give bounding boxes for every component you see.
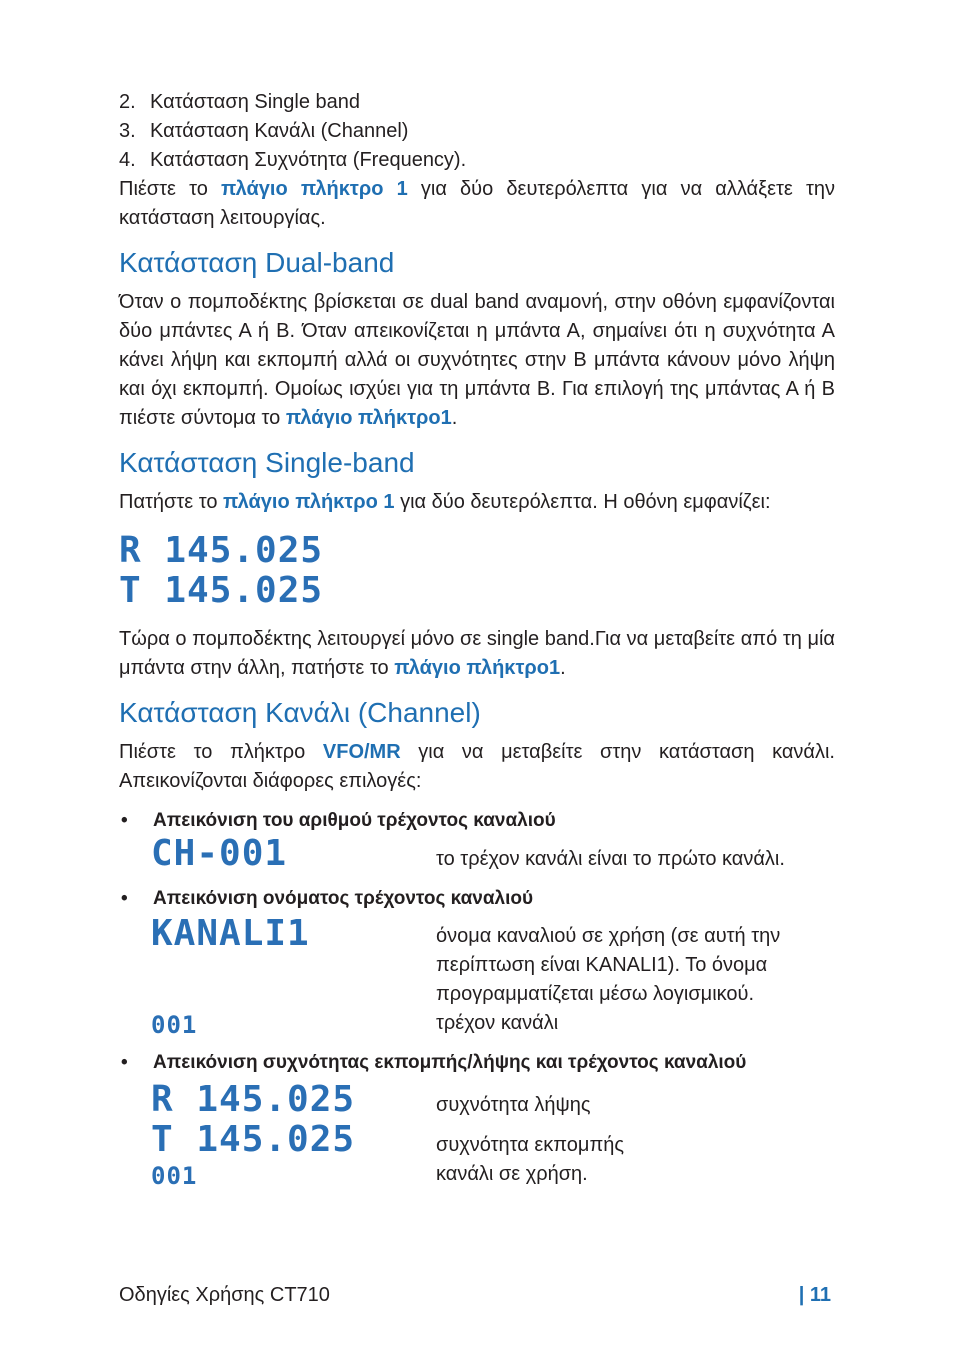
bullet-channel-name: • Απεικόνιση ονόματος τρέχοντος καναλιού: [121, 888, 534, 909]
single-band-heading: Κατάσταση Single-band: [119, 447, 415, 478]
dual-band-heading: Κατάσταση Dual-band: [119, 247, 395, 278]
lcd-transmit-frequency: T 145.025: [119, 570, 324, 611]
lcd-row-channel-in-use: [119, 1160, 835, 1189]
channel-mode-paragraph: Πιέστε το πλήκτρο VFO/MR για να μεταβείτε στην κατάσταση κανάλι. Απεικονίζονται διάφορες επιλογές:: [119, 741, 835, 792]
side-key-1-keyword: πλάγιο πλήκτρο1: [285, 407, 452, 429]
list-item: 2. Κατάσταση Single band: [119, 91, 361, 113]
lcd-description: κανάλι σε χρήση.: [436, 1163, 588, 1185]
mode-list: [119, 88, 835, 175]
side-key-1-keyword: πλάγιο πλήκτρο 1: [223, 491, 395, 513]
lcd-description: το τρέχον κανάλι είναι το πρώτο κανάλι.: [436, 848, 785, 870]
lcd-description: συχνότητα λήψης: [436, 1094, 591, 1116]
bullet-channel-number: • Απεικόνιση του αριθμού τρέχοντος καναλιού: [121, 810, 556, 831]
list-item: 4. Κατάσταση Συχνότητα (Frequency).: [119, 149, 467, 171]
side-key-1-keyword: πλάγιο πλήκτρο 1: [221, 178, 408, 200]
lcd-current-channel: 001: [151, 1011, 198, 1039]
lcd-row-channel-number: [119, 834, 835, 874]
lcd-channel-name: KANALI1: [151, 913, 310, 954]
footer-title: Οδηγίες Χρήσης CT710: [119, 1284, 330, 1306]
lcd-description: συχνότητα εκπομπής: [436, 1134, 625, 1156]
lcd-channel-number: CH-001: [151, 833, 288, 874]
page-number: | 11: [798, 1284, 831, 1306]
dual-band-paragraph: Όταν ο πομποδέκτης βρίσκεται σε dual band αναμονή, στην οθόνη εμφανίζονται δύο μπάντες Α ή Β. Όταν απεικονίζεται η μπάντα Α, σημαίνει ότι η συχνότητα Α κάνει λήψη και εκπομπή αλλά οι συχνότητες στην Β μπάντα κάνουν μόνο λήψη και όχι εκπομπή. Ομοίως ισχύει για τη μπάντα Β. Για επιλογή της μπάντας Α ή Β πιέστε σύντομα το πλάγιο πλήκτρο1.: [119, 291, 835, 429]
list-item: 3. Κατάσταση Κανάλι (Channel): [119, 120, 409, 142]
lcd-display-single-band: [119, 531, 835, 611]
lcd-row-current-channel: [119, 1009, 835, 1038]
lcd-channel-in-use: 001: [151, 1162, 198, 1190]
channel-mode-heading: Κατάσταση Κανάλι (Channel): [119, 697, 481, 728]
lcd-row-channel-name: [119, 914, 835, 1009]
intro-paragraph: Πιέστε το πλάγιο πλήκτρο 1 για δύο δευτερόλεπτα για να αλλάξετε την κατάσταση λειτουργίας.: [119, 178, 835, 229]
lcd-receive-frequency: R 145.025: [151, 1079, 356, 1120]
single-band-paragraph-2: Τώρα ο πομποδέκτης λειτουργεί μόνο σε single band.Για να μεταβείτε από τη μία μπάντα στην άλλη, πατήστε το πλάγιο πλήκτρο1.: [119, 628, 835, 679]
side-key-1-keyword: πλάγιο πλήκτρο1: [394, 657, 561, 679]
lcd-row-receive: [119, 1080, 835, 1120]
lcd-receive-frequency: R 145.025: [119, 530, 324, 571]
bullet-frequency-and-channel: • Απεικόνιση συχνότητας εκπομπής/λήψης και τρέχοντος καναλιού: [121, 1052, 747, 1073]
vfo-mr-keyword: VFO/MR: [322, 741, 401, 763]
lcd-row-transmit: [119, 1120, 835, 1160]
page-content: [119, 88, 835, 1189]
single-band-paragraph: Πατήστε το πλάγιο πλήκτρο 1 για δύο δευτερόλεπτα. Η οθόνη εμφανίζει:: [119, 491, 771, 513]
lcd-transmit-frequency: T 145.025: [151, 1119, 356, 1160]
lcd-description: όνομα καναλιού σε χρήση (σε αυτή την περίπτωση είναι KANALI1). Το όνομα προγραμματίζεται μέσω λογισμικού.: [436, 925, 781, 1005]
page-footer: [119, 1284, 831, 1307]
lcd-description: τρέχον κανάλι: [436, 1012, 559, 1034]
